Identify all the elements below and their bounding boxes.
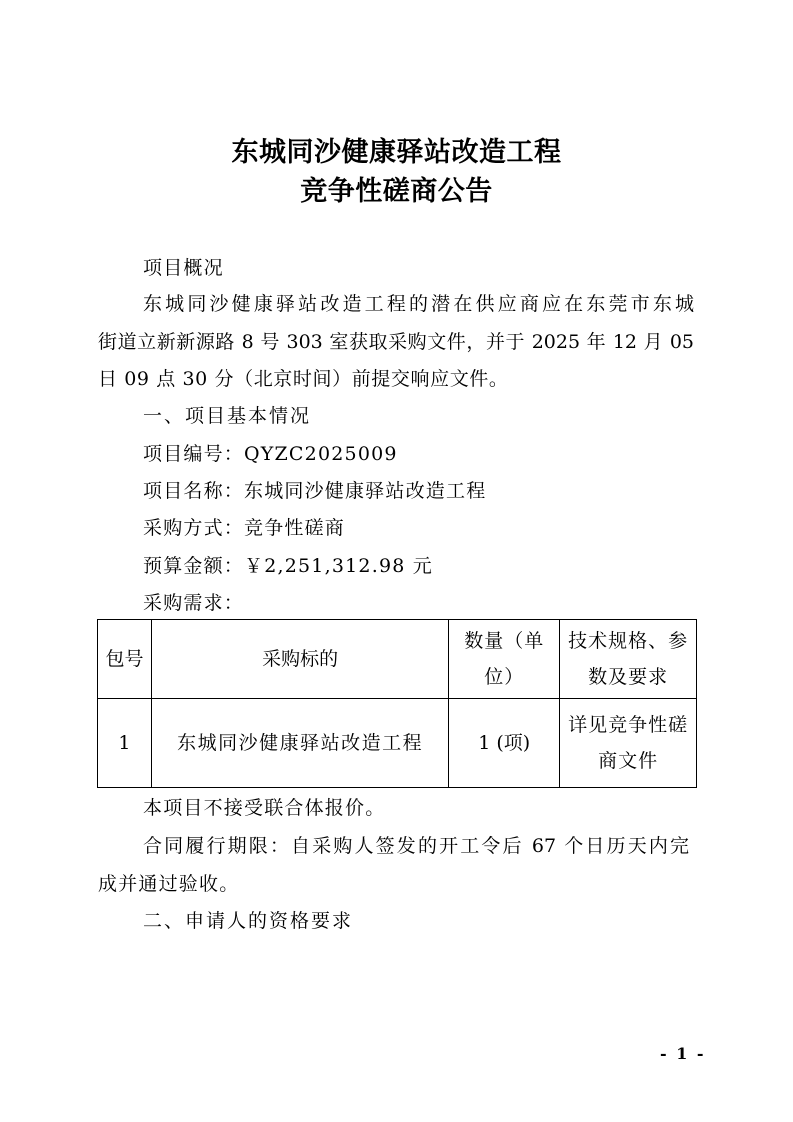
header-package-number: 包号: [98, 620, 152, 699]
section-2-heading: 二、申请人的资格要求: [143, 910, 354, 932]
overview-paragraph-line-1: 东城同沙健康驿站改造工程的潜在供应商应在东莞市东城: [143, 293, 694, 315]
cell-procurement-subject: 东城同沙健康驿站改造工程: [151, 699, 448, 788]
document-title: 东城同沙健康驿站改造工程: [231, 137, 562, 168]
contract-period-line-2: 成并通过验收。: [98, 873, 240, 895]
procurement-demand-table: [97, 619, 697, 788]
document-subtitle: 竞争性磋商公告: [300, 176, 493, 207]
cell-technical-specs: 详见竞争性磋商文件: [560, 699, 697, 788]
procurement-method: 采购方式：竞争性磋商: [143, 517, 346, 539]
overview-paragraph-line-3: 日 09 点 30 分（北京时间）前提交响应文件。: [98, 368, 509, 390]
cell-quantity: 1 (项): [449, 699, 560, 788]
overview-heading: 项目概况: [143, 257, 224, 279]
header-technical-specs: 技术规格、参数及要求: [560, 620, 697, 699]
procurement-demand-label: 采购需求：: [143, 592, 245, 614]
no-consortium-note: 本项目不接受联合体报价。: [143, 797, 386, 819]
header-quantity-unit: 数量（单位）: [449, 620, 560, 699]
overview-paragraph-line-2: 街道立新新源路 8 号 303 室获取采购文件，并于 2025 年 12 月 05: [98, 331, 694, 353]
header-procurement-subject: 采购标的: [151, 620, 448, 699]
table-header-row: [98, 620, 697, 699]
project-number: 项目编号：QYZC2025009: [143, 443, 398, 465]
budget-amount: 预算金额：￥2,251,312.98 元: [143, 555, 433, 577]
contract-period-line-1: 合同履行期限：自采购人签发的开工令后 67 个日历天内完: [143, 835, 689, 857]
section-1-heading: 一、项目基本情况: [143, 405, 312, 427]
table-row: [98, 699, 697, 788]
page-number: - 1 -: [660, 1044, 706, 1063]
project-name: 项目名称：东城同沙健康驿站改造工程: [143, 480, 487, 502]
cell-package-number: 1: [98, 699, 152, 788]
